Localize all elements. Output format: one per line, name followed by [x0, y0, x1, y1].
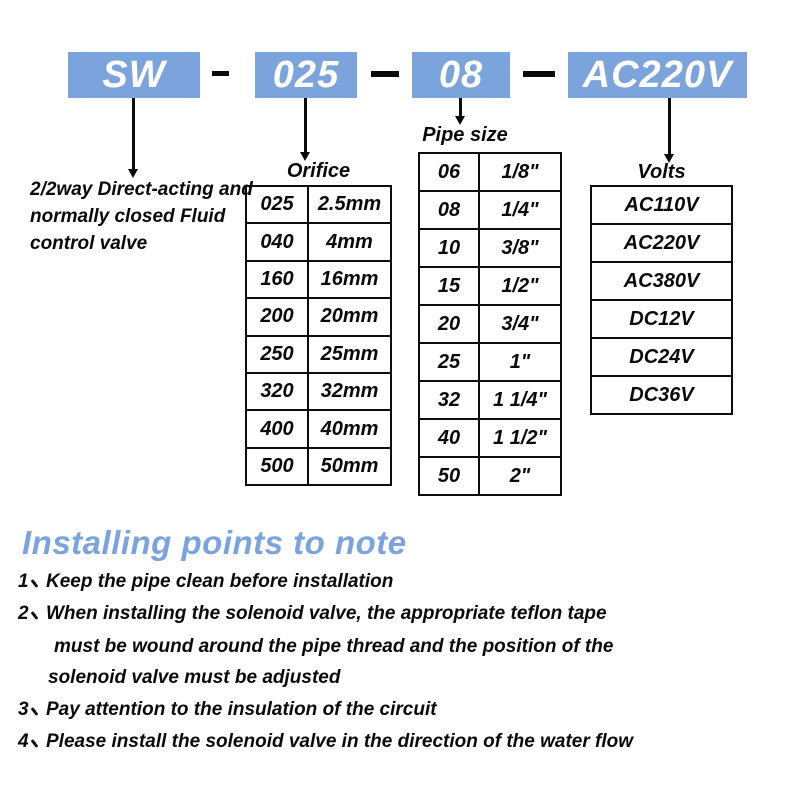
table-row	[246, 186, 391, 223]
note-text: Pay attention to the insulation of the circuit	[46, 699, 437, 720]
pipe-size-cell: 1 1/4"	[479, 381, 561, 419]
orifice-code-cell: 500	[246, 448, 308, 485]
table-row	[246, 336, 391, 373]
pipe-size-cell: 1/8"	[479, 153, 561, 191]
pipe-size-cell: 3/8"	[479, 229, 561, 267]
note-text: must be wound around the pipe thread and the position of the	[54, 636, 614, 657]
table-row	[591, 376, 732, 414]
pipe-size-cell: 1 1/2"	[479, 419, 561, 457]
pipe-size-table	[418, 152, 562, 496]
pipe-code-cell: 06	[419, 153, 479, 191]
dash-separator-icon	[371, 71, 399, 77]
orifice-table-title: Orifice	[286, 160, 351, 182]
orifice-code-cell: 320	[246, 373, 308, 410]
table-row	[591, 224, 732, 262]
note-text: Keep the pipe clean before installation	[46, 571, 394, 592]
pipe-code-cell: 50	[419, 457, 479, 495]
table-row	[591, 262, 732, 300]
notes-section-title: Installing points to note	[22, 524, 407, 561]
pipe-code-cell: 32	[419, 381, 479, 419]
table-row	[419, 343, 561, 381]
orifice-size-cell: 2.5mm	[308, 186, 391, 223]
note-number: 1	[18, 571, 48, 593]
table-row	[419, 191, 561, 229]
volts-cell: AC380V	[591, 262, 732, 300]
note-number: 3	[18, 699, 48, 721]
orifice-size-cell: 50mm	[308, 448, 391, 485]
enumeration-comma-icon	[30, 579, 38, 588]
pipe-size-cell: 3/4"	[479, 305, 561, 343]
note-text: When installing the solenoid valve, the appropriate teflon tape	[46, 603, 607, 624]
dash-separator-icon	[212, 71, 229, 76]
model-segment-orifice: 025	[255, 52, 357, 98]
volts-cell: DC24V	[591, 338, 732, 376]
dash-separator-icon	[523, 71, 555, 77]
table-row	[419, 381, 561, 419]
pipe-code-cell: 25	[419, 343, 479, 381]
orifice-code-cell: 200	[246, 298, 308, 335]
connector-line-pipe-size	[459, 98, 462, 116]
table-row	[591, 338, 732, 376]
series-description-line: normally closed Fluid	[30, 206, 226, 227]
volts-cell: DC36V	[591, 376, 732, 414]
orifice-code-cell: 250	[246, 336, 308, 373]
volts-table-title: Volts	[637, 161, 686, 183]
enumeration-comma-icon	[30, 707, 38, 716]
table-row	[246, 223, 391, 260]
volts-cell: DC12V	[591, 300, 732, 338]
table-row	[419, 419, 561, 457]
connector-line-series	[132, 98, 135, 169]
model-segment-series: SW	[68, 52, 200, 98]
table-row	[246, 410, 391, 447]
table-row	[246, 373, 391, 410]
orifice-code-cell: 400	[246, 410, 308, 447]
orifice-code-cell: 160	[246, 261, 308, 298]
table-row	[246, 448, 391, 485]
connector-line-orifice	[304, 98, 307, 152]
model-segment-pipe-size: 08	[412, 52, 510, 98]
pipe-size-cell: 2"	[479, 457, 561, 495]
pipe-size-cell: 1"	[479, 343, 561, 381]
volts-cell: AC220V	[591, 224, 732, 262]
series-description-line: 2/2way Direct-acting and	[30, 179, 253, 200]
pipe-size-cell: 1/4"	[479, 191, 561, 229]
pipe-code-cell: 10	[419, 229, 479, 267]
enumeration-comma-icon	[30, 611, 38, 620]
orifice-size-cell: 20mm	[308, 298, 391, 335]
orifice-size-cell: 4mm	[308, 223, 391, 260]
pipe-size-cell: 1/2"	[479, 267, 561, 305]
orifice-size-cell: 40mm	[308, 410, 391, 447]
orifice-code-cell: 040	[246, 223, 308, 260]
table-row	[246, 261, 391, 298]
pipe-code-cell: 40	[419, 419, 479, 457]
note-text: solenoid valve must be adjusted	[48, 667, 341, 688]
table-row	[246, 298, 391, 335]
orifice-table	[245, 185, 392, 486]
table-row	[419, 153, 561, 191]
note-number: 4	[18, 731, 48, 753]
series-description-line: control valve	[30, 233, 148, 254]
volts-table	[590, 185, 733, 415]
volts-cell: AC110V	[591, 186, 732, 224]
table-row	[419, 305, 561, 343]
enumeration-comma-icon	[30, 739, 38, 748]
note-text: Please install the solenoid valve in the direction of the water flow	[46, 731, 634, 752]
connector-line-voltage	[668, 98, 671, 154]
orifice-size-cell: 32mm	[308, 373, 391, 410]
model-segment-voltage: AC220V	[568, 52, 747, 98]
series-description	[30, 176, 280, 257]
orifice-size-cell: 16mm	[308, 261, 391, 298]
pipe-code-cell: 15	[419, 267, 479, 305]
orifice-code-cell: 025	[246, 186, 308, 223]
table-row	[419, 267, 561, 305]
table-row	[419, 457, 561, 495]
pipe-code-cell: 08	[419, 191, 479, 229]
pipe-code-cell: 20	[419, 305, 479, 343]
orifice-size-cell: 25mm	[308, 336, 391, 373]
note-number: 2	[18, 603, 48, 625]
pipe-size-table-title: Pipe size	[422, 124, 508, 146]
table-row	[591, 186, 732, 224]
table-row	[419, 229, 561, 267]
table-row	[591, 300, 732, 338]
